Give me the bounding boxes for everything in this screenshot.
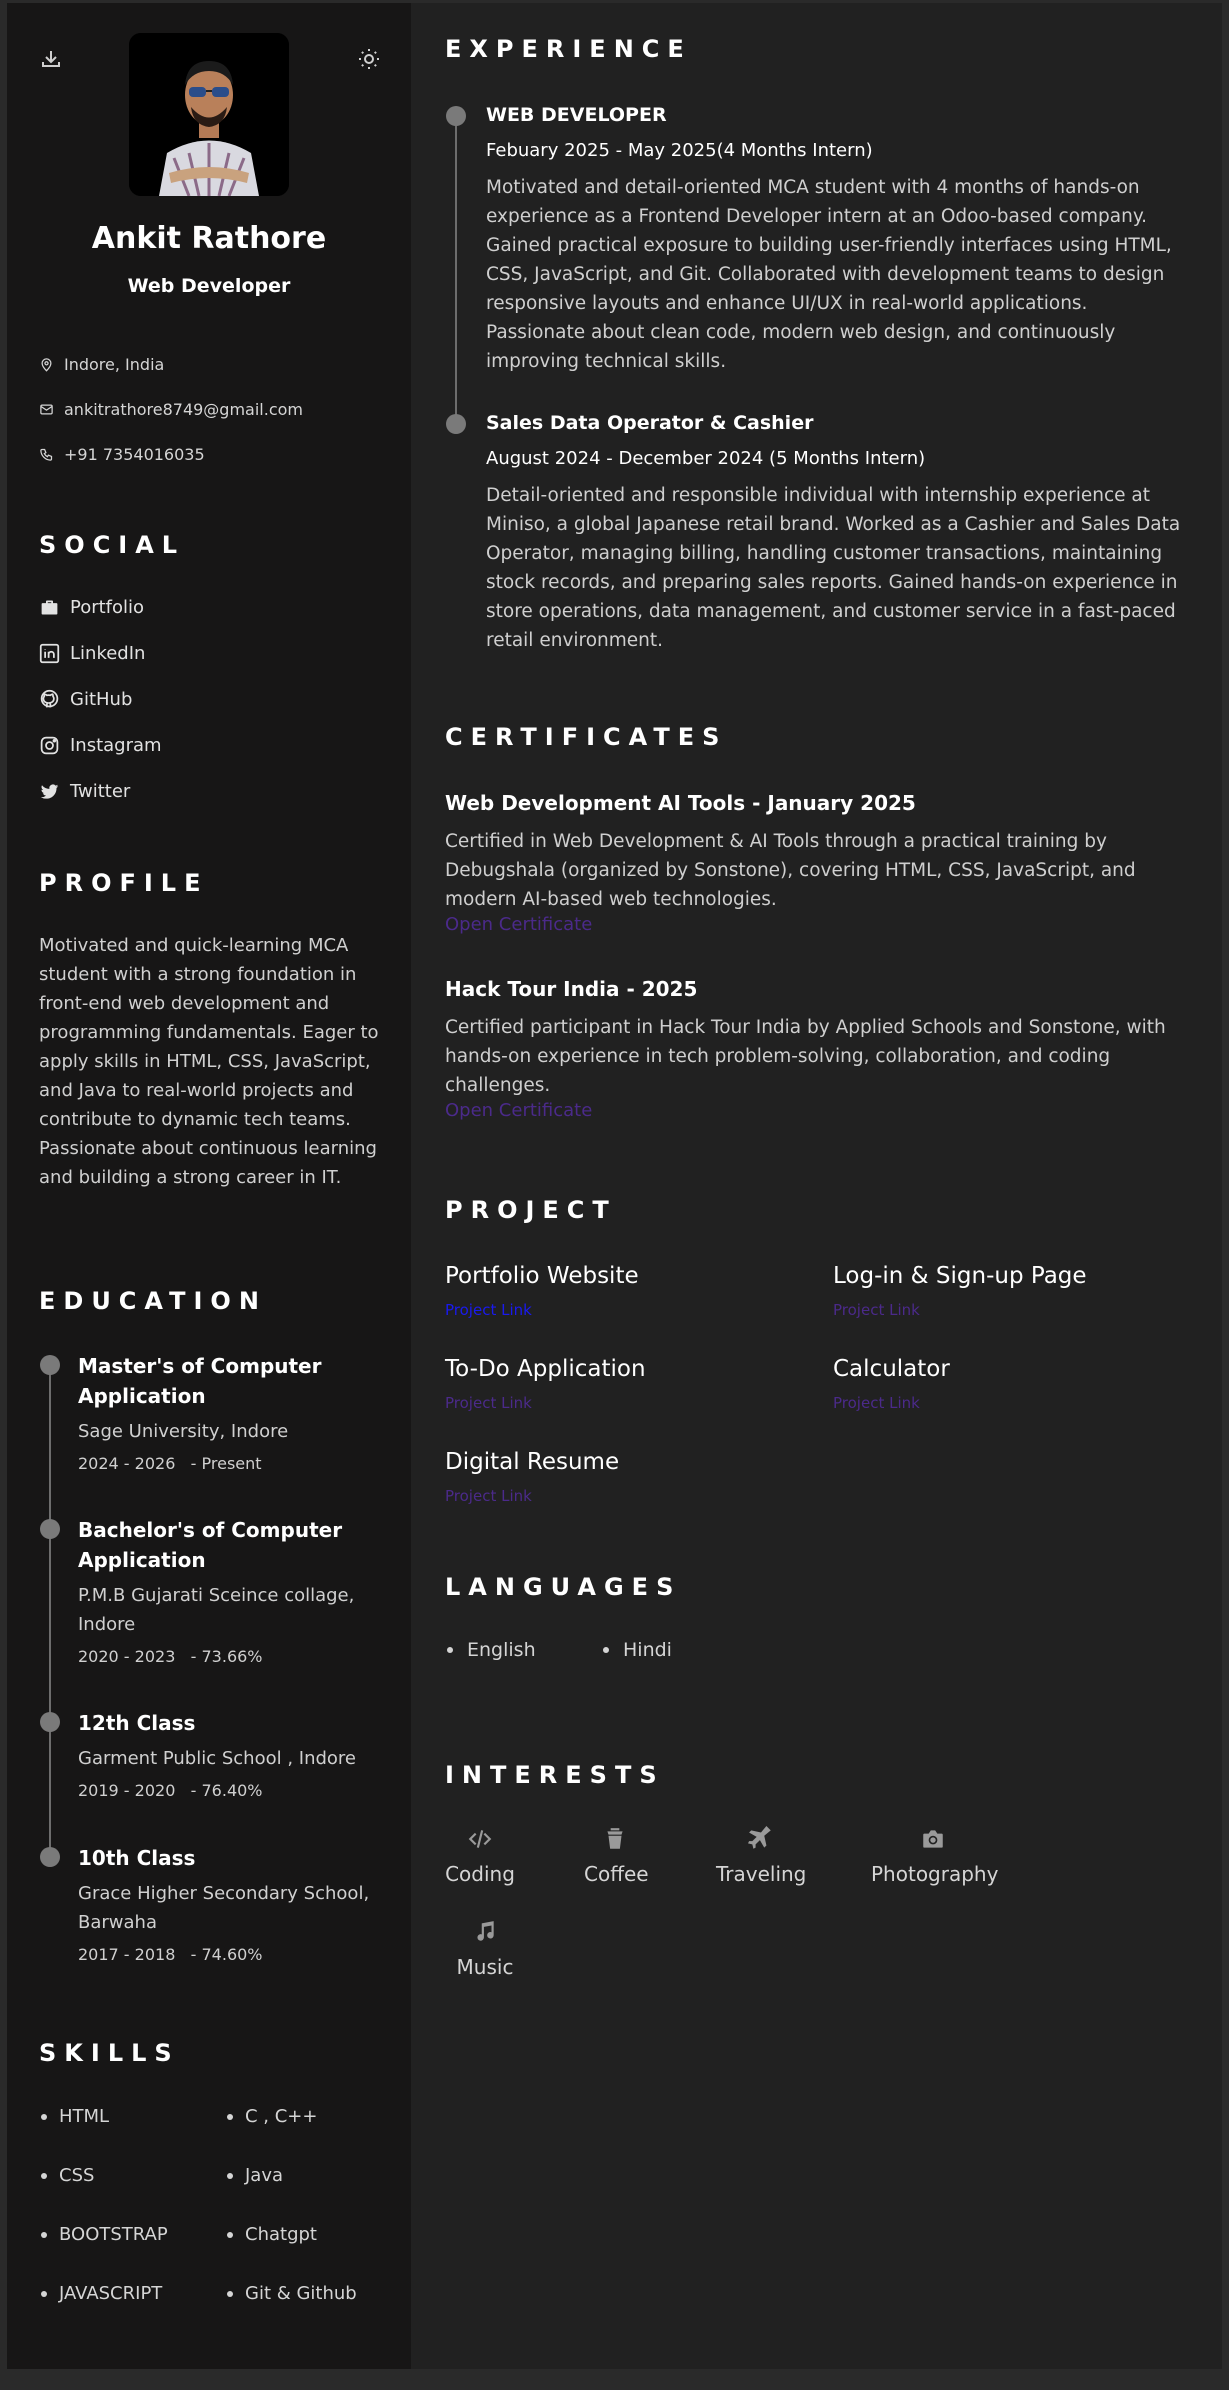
experience-title-text: WEB DEVELOPER (486, 104, 667, 126)
interest-item: Traveling (716, 1826, 806, 1886)
contact-phone[interactable] (39, 445, 205, 464)
social-label[interactable]: Instagram (70, 735, 162, 756)
experience-item (486, 104, 1186, 376)
skill-item: Chatgpt (227, 2224, 317, 2245)
project-name: Portfolio Website (445, 1263, 639, 1289)
phone-icon (39, 447, 54, 462)
education-school: P.M.B Gujarati Sceince collage, Indore (78, 1585, 355, 1635)
education-item (78, 1351, 398, 1473)
skill-item: HTML (41, 2106, 109, 2127)
certificate-item (445, 977, 1185, 1121)
interest-item: Music (445, 1919, 525, 1979)
project-item (445, 1449, 619, 1505)
education-years: 2017 - 2018 - 74.60% (78, 1945, 263, 1964)
education-school: Grace Higher Secondary School, Barwaha (78, 1883, 370, 1933)
timeline-dot (40, 1847, 60, 1867)
social-item-linkedin[interactable] (39, 643, 145, 664)
email-text[interactable]: ankitrathore8749@gmail.com (64, 400, 303, 419)
resume-page (7, 3, 1222, 2369)
education-item (78, 1515, 398, 1666)
music-icon (472, 1919, 498, 1945)
experience-item (486, 412, 1186, 655)
skill-item: JAVASCRIPT (41, 2283, 162, 2304)
contact-email[interactable] (39, 400, 303, 419)
coffee-icon (602, 1826, 628, 1852)
location-pin-icon (39, 357, 54, 372)
social-label[interactable]: Portfolio (70, 597, 145, 618)
location-text: Indore, India (64, 355, 165, 374)
timeline-dot (40, 1712, 60, 1732)
social-label[interactable]: Twitter (70, 781, 131, 802)
education-title: EDUCATION (39, 1287, 267, 1315)
interest-item: Photography (871, 1826, 995, 1886)
sun-icon[interactable] (357, 47, 381, 71)
project-title: PROJECT (445, 1196, 617, 1224)
project-name: Calculator (833, 1356, 950, 1382)
language-item: English (447, 1639, 536, 1661)
airplane-icon (748, 1826, 774, 1852)
certificate-title: Web Development AI Tools - January 2025 (445, 791, 916, 815)
briefcase-icon (39, 597, 60, 618)
project-link[interactable]: Project Link (833, 1301, 920, 1319)
project-name: Digital Resume (445, 1449, 620, 1475)
download-icon[interactable] (39, 47, 63, 71)
language-item: Hindi (603, 1639, 672, 1661)
project-item (833, 1356, 950, 1412)
social-label[interactable]: GitHub (70, 689, 133, 710)
education-years: 2020 - 2023 - 73.66% (78, 1647, 263, 1666)
experience-description: Detail-oriented and responsible individual with internship experience at Miniso, a global Japanese retail brand. Worked as a Cashier and Sales Data Operator, managing billing, handling customer transactions, maintaining stock records, and preparing sales reports. Gained hands-on experience in store operations, data management, and customer service in a fast-paced retail environment. (486, 485, 1181, 651)
skill-item: Java (227, 2165, 283, 2186)
certificate-description: Certified in Web Development & AI Tools through a practical training by Debugshala (organized by Sonstone), covering HTML, CSS, JavaScript, and modern AI-based web technologies. (445, 831, 1136, 910)
timeline-dot (446, 106, 466, 126)
project-item (445, 1263, 639, 1319)
education-years: 2019 - 2020 - 76.40% (78, 1781, 263, 1800)
social-label[interactable]: LinkedIn (70, 643, 146, 664)
instagram-icon (39, 735, 60, 756)
twitter-icon (39, 781, 60, 802)
certificate-item (445, 791, 1185, 935)
education-item (78, 1843, 398, 1964)
contact-location (39, 355, 164, 374)
experience-dates: Febuary 2025 - May 2025(4 Months Intern) (486, 140, 873, 161)
sidebar (7, 3, 411, 2369)
education-school: Sage University, Indore (78, 1421, 289, 1442)
certificate-description: Certified participant in Hack Tour India by Applied Schools and Sonstone, with hands-on experience in tech problem-solving, collaboration, and coding challenges. (445, 1017, 1166, 1096)
project-link[interactable]: Project Link (445, 1301, 532, 1319)
skill-item: C , C++ (227, 2106, 317, 2127)
certificate-title: Hack Tour India - 2025 (445, 977, 698, 1001)
skill-item: CSS (41, 2165, 94, 2186)
skill-item: Git & Github (227, 2283, 357, 2304)
education-years: 2024 - 2026 - Present (78, 1454, 262, 1473)
avatar (129, 33, 289, 196)
interest-item: Coding (445, 1826, 515, 1886)
code-icon (467, 1826, 493, 1852)
experience-title: EXPERIENCE (445, 35, 692, 63)
social-item-github[interactable] (39, 689, 132, 710)
project-link[interactable]: Project Link (445, 1394, 532, 1412)
education-degree: Master's of Computer Application (78, 1354, 322, 1408)
profile-name: Ankit Rathore (91, 221, 327, 256)
linkedin-icon (39, 643, 60, 664)
timeline-dot (446, 414, 466, 434)
education-timeline (49, 1365, 51, 1859)
github-icon (39, 689, 60, 710)
education-degree: 10th Class (78, 1846, 196, 1870)
education-school: Garment Public School , Indore (78, 1748, 357, 1769)
profile-text: Motivated and quick-learning MCA student with a strong foundation in front-end web development and programming fundamentals. Eager to apply skills in HTML, CSS, JavaScript, and Java to real-world projects and contribute to dynamic tech teams. Passionate about continuous learning and building a strong career in IT. (39, 935, 379, 1188)
project-link[interactable]: Project Link (445, 1487, 532, 1505)
social-item-portfolio[interactable] (39, 597, 144, 618)
open-certificate-link[interactable]: Open Certificate (445, 1100, 593, 1121)
project-item (833, 1263, 1087, 1319)
social-title: SOCIAL (39, 531, 186, 559)
education-degree: Bachelor's of Computer Application (78, 1518, 343, 1572)
education-degree: 12th Class (78, 1711, 196, 1735)
project-name: To-Do Application (445, 1356, 646, 1382)
project-name: Log-in & Sign-up Page (833, 1263, 1087, 1289)
main-content (411, 3, 1222, 2369)
skill-item: BOOTSTRAP (41, 2224, 168, 2245)
education-item (78, 1708, 398, 1800)
experience-dates: August 2024 - December 2024 (5 Months Intern) (486, 448, 926, 469)
interests-title: INTERESTS (445, 1761, 665, 1789)
experience-description: Motivated and detail-oriented MCA student with 4 months of hands-on experience as a Frontend Developer intern at an Odoo-based company. Gained practical exposure to building user-friendly interfaces using HTML, CSS, JavaScript, and Git. Collaborated with development teams to design responsive layouts and enhance UI/UX in real-world applications. Passionate about clean code, modern web design, and continuously improving technical skills. (486, 177, 1172, 372)
open-certificate-link[interactable]: Open Certificate (445, 914, 593, 935)
timeline-dot (40, 1355, 60, 1375)
languages-title: LANGUAGES (445, 1573, 682, 1601)
skills-title: SKILLS (39, 2039, 180, 2067)
certificates-title: CERTIFICATES (445, 723, 728, 751)
social-item-twitter[interactable] (39, 781, 130, 802)
phone-text[interactable]: +91 7354016035 (64, 445, 205, 464)
experience-timeline (455, 115, 457, 423)
social-item-instagram[interactable] (39, 735, 162, 756)
interest-item: Coffee (584, 1826, 646, 1886)
project-item (445, 1356, 646, 1412)
timeline-dot (40, 1519, 60, 1539)
profile-title: PROFILE (39, 869, 209, 897)
profile-role: Web Developer (127, 275, 291, 297)
experience-title-text: Sales Data Operator & Cashier (486, 412, 814, 434)
project-link[interactable]: Project Link (833, 1394, 920, 1412)
mail-icon (39, 402, 54, 417)
camera-icon (920, 1826, 946, 1852)
